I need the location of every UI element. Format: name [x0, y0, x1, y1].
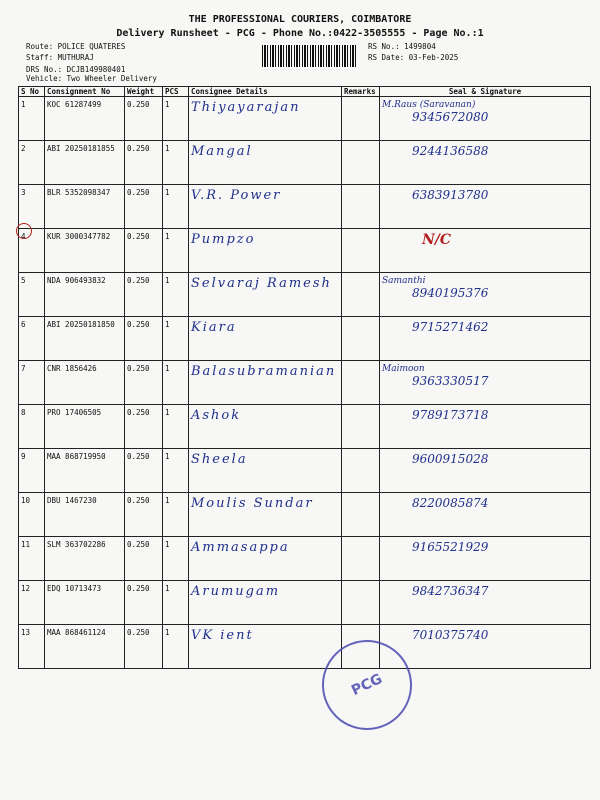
table-row — [19, 97, 591, 141]
remarks-cell — [342, 493, 380, 537]
weight-cell: 0.250 — [125, 537, 163, 581]
consignment-cell: DBU 1467230 — [45, 493, 125, 537]
signature-phone: 9789173718 — [412, 408, 489, 422]
col-consignee: Consignee Details — [189, 87, 342, 97]
signature-cell — [380, 449, 591, 493]
consignee-handwriting: Kiara — [191, 320, 237, 335]
sno-cell: 5 — [19, 273, 45, 317]
remarks-cell — [342, 537, 380, 581]
signature-cell — [380, 581, 591, 625]
consignment-cell: ABI 20250181855 — [45, 141, 125, 185]
col-sno: S No — [19, 87, 45, 97]
consignment-cell: KUR 3000347782 — [45, 229, 125, 273]
signature-cell — [380, 317, 591, 361]
table-row — [19, 141, 591, 185]
col-consignment: Consignment No — [45, 87, 125, 97]
consignee-cell — [189, 141, 342, 185]
pcs-cell: 1 — [163, 493, 189, 537]
pcs-cell: 1 — [163, 405, 189, 449]
pcs-cell: 1 — [163, 625, 189, 669]
rs-number: RS No.: 1499804 — [368, 42, 436, 51]
route-text: Route: POLICE QUATERES — [26, 42, 126, 51]
signature-name: Maimoon — [382, 364, 425, 374]
signature-cell — [380, 229, 591, 273]
runsheet-subtitle: Delivery Runsheet - PCG - Phone No.:0422-3505555 - Page No.:1 — [116, 28, 484, 39]
consignee-handwriting: Pumpzo — [191, 232, 256, 247]
signature-cell — [380, 405, 591, 449]
signature-cell — [380, 273, 591, 317]
staff-text: Staff: MUTHURAJ — [26, 53, 94, 62]
sno-cell: 11 — [19, 537, 45, 581]
consignee-cell — [189, 625, 342, 669]
consignee-cell — [189, 537, 342, 581]
consignee-cell — [189, 273, 342, 317]
vehicle-text: Vehicle: Two Wheeler Delivery — [26, 74, 157, 83]
signature-phone: 6383913780 — [412, 188, 489, 202]
signature-phone: 9363330517 — [412, 374, 489, 388]
consignment-cell: CNR 1856426 — [45, 361, 125, 405]
pcs-cell: 1 — [163, 97, 189, 141]
sno-cell: 3 — [19, 185, 45, 229]
consignee-handwriting: V.R. Power — [191, 188, 282, 203]
consignee-cell — [189, 493, 342, 537]
consignee-cell — [189, 185, 342, 229]
consignment-cell: KOC 61287499 — [45, 97, 125, 141]
table-row — [19, 493, 591, 537]
pcs-cell: 1 — [163, 449, 189, 493]
consignment-cell: MAA 868719950 — [45, 449, 125, 493]
consignee-handwriting: Ashok — [191, 408, 242, 423]
weight-cell: 0.250 — [125, 405, 163, 449]
consignee-cell — [189, 581, 342, 625]
row-4-mark — [16, 223, 32, 239]
weight-cell: 0.250 — [125, 97, 163, 141]
table-row — [19, 361, 591, 405]
sno-cell: 4 — [19, 229, 45, 273]
remarks-cell — [342, 185, 380, 229]
rs-date: RS Date: 03-Feb-2025 — [368, 53, 459, 62]
consignee-cell — [189, 405, 342, 449]
consignment-cell: PRO 17406505 — [45, 405, 125, 449]
consignment-cell: SLM 363702286 — [45, 537, 125, 581]
remarks-cell — [342, 97, 380, 141]
remarks-cell — [342, 449, 380, 493]
signature-cell — [380, 97, 591, 141]
signature-phone: 9345672080 — [412, 110, 489, 124]
remarks-cell — [342, 581, 380, 625]
pcs-cell: 1 — [163, 141, 189, 185]
signature-cell — [380, 625, 591, 669]
consignee-cell — [189, 229, 342, 273]
signature-phone: 9165521929 — [412, 540, 489, 554]
barcode-image — [262, 45, 358, 67]
weight-cell: 0.250 — [125, 229, 163, 273]
col-weight: Weight — [125, 87, 163, 97]
table-row — [19, 537, 591, 581]
signature-cell — [380, 361, 591, 405]
signature-phone: 9600915028 — [412, 452, 489, 466]
signature-cell — [380, 493, 591, 537]
remarks-cell — [342, 361, 380, 405]
weight-cell: 0.250 — [125, 361, 163, 405]
col-remarks: Remarks — [342, 87, 380, 97]
remarks-cell — [342, 317, 380, 361]
col-pcs: PCS — [163, 87, 189, 97]
signature-phone: N/C — [422, 232, 452, 248]
table-row — [19, 449, 591, 493]
consignee-handwriting: VK ient — [191, 628, 254, 643]
table-row — [19, 185, 591, 229]
sno-cell: 10 — [19, 493, 45, 537]
consignment-cell: BLR 5352098347 — [45, 185, 125, 229]
consignee-cell — [189, 317, 342, 361]
signature-phone: 9842736347 — [412, 584, 489, 598]
sno-cell: 1 — [19, 97, 45, 141]
table-row — [19, 581, 591, 625]
pcs-cell: 1 — [163, 537, 189, 581]
table-header-row — [19, 87, 591, 97]
remarks-cell — [342, 229, 380, 273]
weight-cell: 0.250 — [125, 317, 163, 361]
remarks-cell — [342, 405, 380, 449]
consignee-cell — [189, 361, 342, 405]
consignee-handwriting: Arumugam — [191, 584, 281, 599]
consignment-cell: MAA 868461124 — [45, 625, 125, 669]
consignee-handwriting: Selvaraj Ramesh — [191, 276, 332, 291]
table-row — [19, 625, 591, 669]
col-signature: Seal & Signature — [380, 87, 591, 97]
weight-cell: 0.250 — [125, 185, 163, 229]
signature-phone: 8940195376 — [412, 286, 489, 300]
weight-cell: 0.250 — [125, 273, 163, 317]
sno-cell: 12 — [19, 581, 45, 625]
signature-cell — [380, 537, 591, 581]
signature-cell — [380, 185, 591, 229]
signature-cell — [380, 141, 591, 185]
signature-phone: 8220085874 — [412, 496, 489, 510]
table-row — [19, 405, 591, 449]
consignee-handwriting: Moulis Sundar — [191, 496, 314, 511]
sno-cell: 2 — [19, 141, 45, 185]
courier-stamp: PCG — [307, 625, 427, 745]
company-title: THE PROFESSIONAL COURIERS, COIMBATORE — [188, 14, 412, 25]
signature-phone: 7010375740 — [412, 628, 489, 642]
sno-cell: 13 — [19, 625, 45, 669]
weight-cell: 0.250 — [125, 141, 163, 185]
weight-cell: 0.250 — [125, 449, 163, 493]
consignee-cell — [189, 449, 342, 493]
consignment-cell: NDA 906493832 — [45, 273, 125, 317]
signature-name: Samanthi — [382, 276, 426, 286]
signature-phone: 9715271462 — [412, 320, 489, 334]
sno-cell: 8 — [19, 405, 45, 449]
consignee-handwriting: Mangal — [191, 144, 253, 159]
runsheet-table — [18, 86, 591, 669]
sno-cell: 6 — [19, 317, 45, 361]
pcs-cell: 1 — [163, 229, 189, 273]
consignment-cell: EDQ 10713473 — [45, 581, 125, 625]
sno-cell: 7 — [19, 361, 45, 405]
consignee-cell — [189, 97, 342, 141]
consignment-cell: ABI 20250181850 — [45, 317, 125, 361]
weight-cell: 0.250 — [125, 493, 163, 537]
sno-cell: 9 — [19, 449, 45, 493]
consignee-handwriting: Ammasappa — [191, 540, 290, 555]
pcs-cell: 1 — [163, 185, 189, 229]
remarks-cell — [342, 141, 380, 185]
signature-phone: 9244136588 — [412, 144, 489, 158]
pcs-cell: 1 — [163, 273, 189, 317]
weight-cell: 0.250 — [125, 625, 163, 669]
pcs-cell: 1 — [163, 581, 189, 625]
table-row — [19, 317, 591, 361]
weight-cell: 0.250 — [125, 581, 163, 625]
consignee-handwriting: Thiyayarajan — [191, 100, 301, 115]
consignee-handwriting: Sheela — [191, 452, 248, 467]
table-row — [19, 229, 591, 273]
remarks-cell — [342, 273, 380, 317]
pcs-cell: 1 — [163, 317, 189, 361]
drs-number: DRS No.: DCJB149980401 — [26, 65, 126, 74]
consignee-handwriting: Balasubramanian — [191, 364, 337, 379]
table-row — [19, 273, 591, 317]
signature-name: M.Raus (Saravanan) — [382, 100, 476, 110]
pcs-cell: 1 — [163, 361, 189, 405]
